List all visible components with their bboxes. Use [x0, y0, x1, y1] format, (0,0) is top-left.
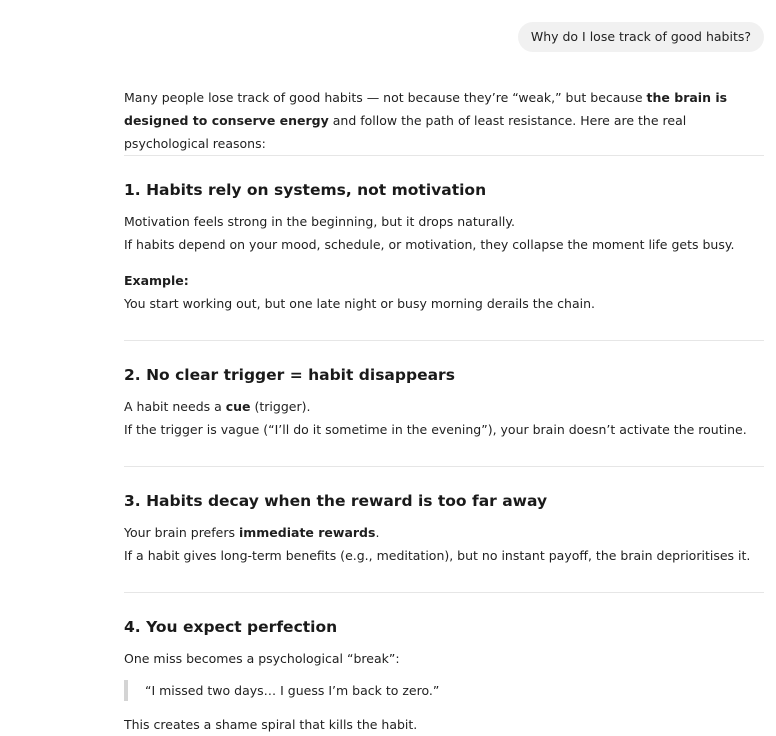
example-label: Example:	[124, 273, 189, 288]
section-1	[124, 156, 764, 340]
intro-text: Many people lose track of good habits — not because they’re “weak,” but because	[124, 90, 647, 105]
intro-text-end: and follow the path of least resistance. Here are the real psychological reasons:	[124, 113, 687, 151]
section-heading: 3. Habits decay when the reward is too far away	[124, 492, 548, 510]
intro-bold: the brain is designed to conserve energy	[124, 90, 728, 128]
section-text: One miss becomes a psychological “break”:	[124, 651, 400, 666]
quote-block: “I missed two days… I guess I’m back to zero.”	[124, 680, 764, 701]
user-message-bubble: Why do I lose track of good habits?	[518, 22, 764, 52]
section-2	[124, 341, 764, 466]
example-text: You start working out, but one late night or busy morning derails the chain.	[124, 296, 596, 311]
section-text: If a habit gives long-term benefits (e.g., meditation), but no instant payoff, the brain deprioritises it.	[124, 548, 751, 563]
section-heading: 4. You expect perfection	[124, 618, 338, 636]
section-4	[124, 593, 764, 736]
assistant-reply	[124, 86, 764, 736]
section-heading: 2. No clear trigger = habit disappears	[124, 366, 455, 384]
section-text: Your brain prefers immediate rewards.	[124, 525, 380, 540]
section-text: A habit needs a cue (trigger).	[124, 399, 311, 414]
section-text: This creates a shame spiral that kills the habit.	[124, 717, 418, 732]
section-text: If habits depend on your mood, schedule, or motivation, they collapse the moment life gets busy.	[124, 237, 735, 252]
section-3	[124, 467, 764, 592]
section-text: Motivation feels strong in the beginning, but it drops naturally.	[124, 214, 515, 229]
section-text: If the trigger is vague (“I’ll do it sometime in the evening”), your brain doesn’t activate the routine.	[124, 422, 747, 437]
section-heading: 1. Habits rely on systems, not motivation	[124, 181, 487, 199]
intro-paragraph	[124, 86, 764, 155]
